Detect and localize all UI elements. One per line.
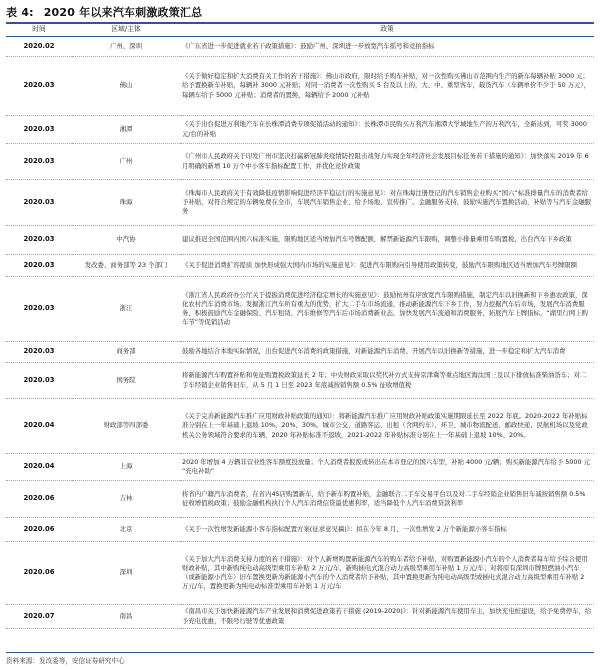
cell-time: 2020.03 <box>6 57 72 116</box>
cell-region: 吉林 <box>72 481 180 518</box>
cell-policy: 《关于完善新能源汽车推广应用财政补贴政策的通知》：将新能源汽车推广应用财政补贴政策实施期限延长至 2022 年底。2020-2022 年补贴标准分别在上一年基础上退坡 10%、20%、30%。城市公交、道路客运、出租（含网约车）、环卫、城市物流配送、邮政快递、民航机场以及党政机关公务领域符合要求的车辆，2020 年补贴标准不退坡，2021-2022 年补贴标准分别在上一年基础上退坡 10%、20%。 <box>180 399 594 454</box>
cell-time: 2020.06 <box>6 542 72 605</box>
table-row <box>6 542 594 605</box>
cell-region: 深圳 <box>72 542 180 605</box>
cell-policy: 《珠海市人民政府关于有效降低疫情影响促进经济平稳运行的实施意见》：对在珠海注册登记的汽车销售企业购买“国六”标准排量汽车的消费者给予补贴，对符合规定的车辆免费在全市，车展汽车销售企业，给予场地、宣传推广、金融服务支持，鼓励实施汽车置换活动，补贴等与汽车金融服务 <box>180 180 594 226</box>
cell-time: 2020.03 <box>6 277 72 342</box>
table-row <box>6 144 594 180</box>
table-row <box>6 518 594 542</box>
policy-table <box>6 24 594 629</box>
cell-policy: 《关于加大汽车消费支持力度的若干措施》：对个人新增购置新能源汽车的购车者给予补贴，对购置新能源小汽车的个人消费者每车给予综合使用财政补贴，其中新购纯电动高级型乘用车补贴 2 万元/车，新购插电式混合动力高级型乘用车补贴 1 万元/车；对将原有深圳市牌照燃油小汽车（或新能源小汽车）旧车置换更新为新能源小汽车的个人消费者给予补贴，其中置换更新为纯电动高级型或插电式混合动力高级型乘用车补贴 2 万元/车，置换更新为纯电动标准型乘用车补贴 1 万元/车 <box>180 542 594 605</box>
cell-region: 国务院 <box>72 363 180 399</box>
cell-policy: 《关于出台促进万利地产车在长株潭消费专项促销活动的通知》：长株潭市民购买万利汽车湘潭大学城地生产的万利汽车，全新达到，可奖 3000 元/台的补贴 <box>180 116 594 144</box>
table-header-row <box>6 24 594 37</box>
cell-region: 中汽协 <box>72 226 180 255</box>
table-row <box>6 481 594 518</box>
cell-region: 珠海 <box>72 180 180 226</box>
cell-region: 上海 <box>72 454 180 481</box>
table-row <box>6 255 594 277</box>
cell-policy: 《关于做好稳定和扩大消费有关工作的若干措施》：佛山市政府，限时给予购车补贴，对一次性购买佛山市范围内生产的新车每辆补贴 3000 元；给予置换新车补贴，每辆补 3000 元补贴；对同一消费者一次性购买 5 台及以上的，大、中、重型客车，载货汽车（车辆单价不少于 50 万元），每辆车给予 5000 元补贴；消费者的置换，每辆给予 2000 元补贴 <box>180 57 594 116</box>
cell-policy: 《广州市人民政府关于印发广州市坚决打赢新冠肺炎疫情防控阻击战努力实现全年经济社会发展目标任务若干措施的通知》：加快落实 2019 年 6 月明确的新增 10 万个中小客车指标配置工作，并优化竞价政策 <box>180 144 594 180</box>
table-row <box>6 454 594 481</box>
cell-time: 2020.02 <box>6 37 72 57</box>
cell-time: 2020.03 <box>6 363 72 399</box>
column-header-time: 时间 <box>6 24 72 37</box>
cell-time: 2020.03 <box>6 226 72 255</box>
cell-region: 广州、深圳 <box>72 37 180 57</box>
table-row <box>6 116 594 144</box>
table-title-text: 2020 年以来汽车刺激政策汇总 <box>43 6 203 19</box>
cell-region: 南昌 <box>72 605 180 629</box>
table-row <box>6 37 594 57</box>
cell-policy: 建议推迟全国范围内国六标准实施，限购地区适当增加汽车号牌配额，解禁新能源汽车限购，调整小排量乘用车购置税，出台汽车下乡政策 <box>180 226 594 255</box>
cell-time: 2020.03 <box>6 144 72 180</box>
cell-region: 财政部等四部委 <box>72 399 180 454</box>
table-row <box>6 57 594 116</box>
table-row <box>6 180 594 226</box>
table-row <box>6 605 594 629</box>
table-row <box>6 342 594 363</box>
cell-region: 湘潭 <box>72 116 180 144</box>
cell-policy: 2020 年增加 4 万辆非营业性客车额度投放量；个人消费者报废或转出在本市登记的国六车型，补贴 4000 元/辆；购买新能源汽车给予 5000 元 “充电补助” <box>180 454 594 481</box>
cell-policy: 《浙江省人民政府办公厅关于提振消费促进经济稳定增长的实施意见》：鼓励杭州有序放宽汽车限购措施，制定汽车以旧换新和下乡惠农政策，深化农村汽车消费市场；发掘浙江汽车所有重大的优势，扩大二手车市场流通，推动新能源汽车下乡工作，努力挖掘汽车后市场，发展汽车消费服务，积极鼓励汽车金融保险、汽车租赁、汽车维修等汽车后市场消费新业态，加快发展汽车流通和消费服务，拓展汽车上牌指标，“湖里行网上购车节”等促销活动 <box>180 277 594 342</box>
cell-time: 2020.03 <box>6 180 72 226</box>
cell-region: 发改委、商务部等 23 个部门 <box>72 255 180 277</box>
cell-time: 2020.06 <box>6 481 72 518</box>
cell-time: 2020.03 <box>6 255 72 277</box>
column-header-policy: 政策 <box>180 24 594 37</box>
cell-region: 浙江 <box>72 277 180 342</box>
cell-policy: 《南昌市关于加快新能源汽车产业发展和消费促进政策若干措施 (2019-2020)》：针对新能源汽车使用车主，加快充电桩建设，给予免费停车，给予充电优惠，不限号行驶等优惠政策 <box>180 605 594 629</box>
table-number: 表 4: <box>6 6 34 19</box>
cell-region: 商务部 <box>72 342 180 363</box>
cell-policy: 《广东省进一步促进就业若干政策措施》：鼓励广州、深圳进一步放宽汽车摇号和竞拍指标 <box>180 37 594 57</box>
cell-region: 广州 <box>72 144 180 180</box>
cell-policy: 将省内户籍汽车消费者，在省内4S店购置新车，给予新车购置补贴，金融联合二手车交易平台以及对二手车经销企业销售旧车减按销售额 0.5% 征收增值税政策；鼓励金融机构执行个人汽车消费信贷最优惠利率，适当降低个人汽车消费贷款利率 <box>180 481 594 518</box>
cell-policy: 将新能源汽车购置补贴和免征购置税政策延长 2 年；中央财政采取以奖代补方式支持京津冀等重点地区淘汰国三及以下排放标准柴油货车；对二手车经销企业销售旧车，从 5 月 1 日至 2023 年底减按销售额 0.5% 征收增值税 <box>180 363 594 399</box>
table-title <box>6 4 202 20</box>
source-note: 资料来源：发改委等，安信证券研究中心 <box>6 657 125 665</box>
cell-policy: 《关于促进消费扩容提质 加快形成强大国内市场的实施意见》：促进汽车限购向引导使用政策转变，鼓励汽车限购地区适当增加汽车号牌限额 <box>180 255 594 277</box>
cell-policy: 《关于一次性增发新能源小客车指标配置方案(征求意见稿)》：拟在今年 8 月，一次性增发 2 万个新能源小客车指标 <box>180 518 594 542</box>
table-row <box>6 226 594 255</box>
cell-time: 2020.03 <box>6 116 72 144</box>
cell-time: 2020.03 <box>6 342 72 363</box>
table-row <box>6 363 594 399</box>
cell-time: 2020.06 <box>6 518 72 542</box>
cell-time: 2020.07 <box>6 605 72 629</box>
column-header-region: 区域/主体 <box>72 24 180 37</box>
cell-region: 北京 <box>72 518 180 542</box>
table-row <box>6 277 594 342</box>
cell-time: 2020.04 <box>6 454 72 481</box>
cell-policy: 鼓励各地结合本地实际情况，出台促进汽车消费的政策措施，对新能源汽车消费、开展汽车以旧换新等措施，进一步稳定和扩大汽车消费 <box>180 342 594 363</box>
table-row <box>6 399 594 454</box>
footer-rule <box>6 652 594 653</box>
cell-time: 2020.04 <box>6 399 72 454</box>
cell-region: 佛山 <box>72 57 180 116</box>
